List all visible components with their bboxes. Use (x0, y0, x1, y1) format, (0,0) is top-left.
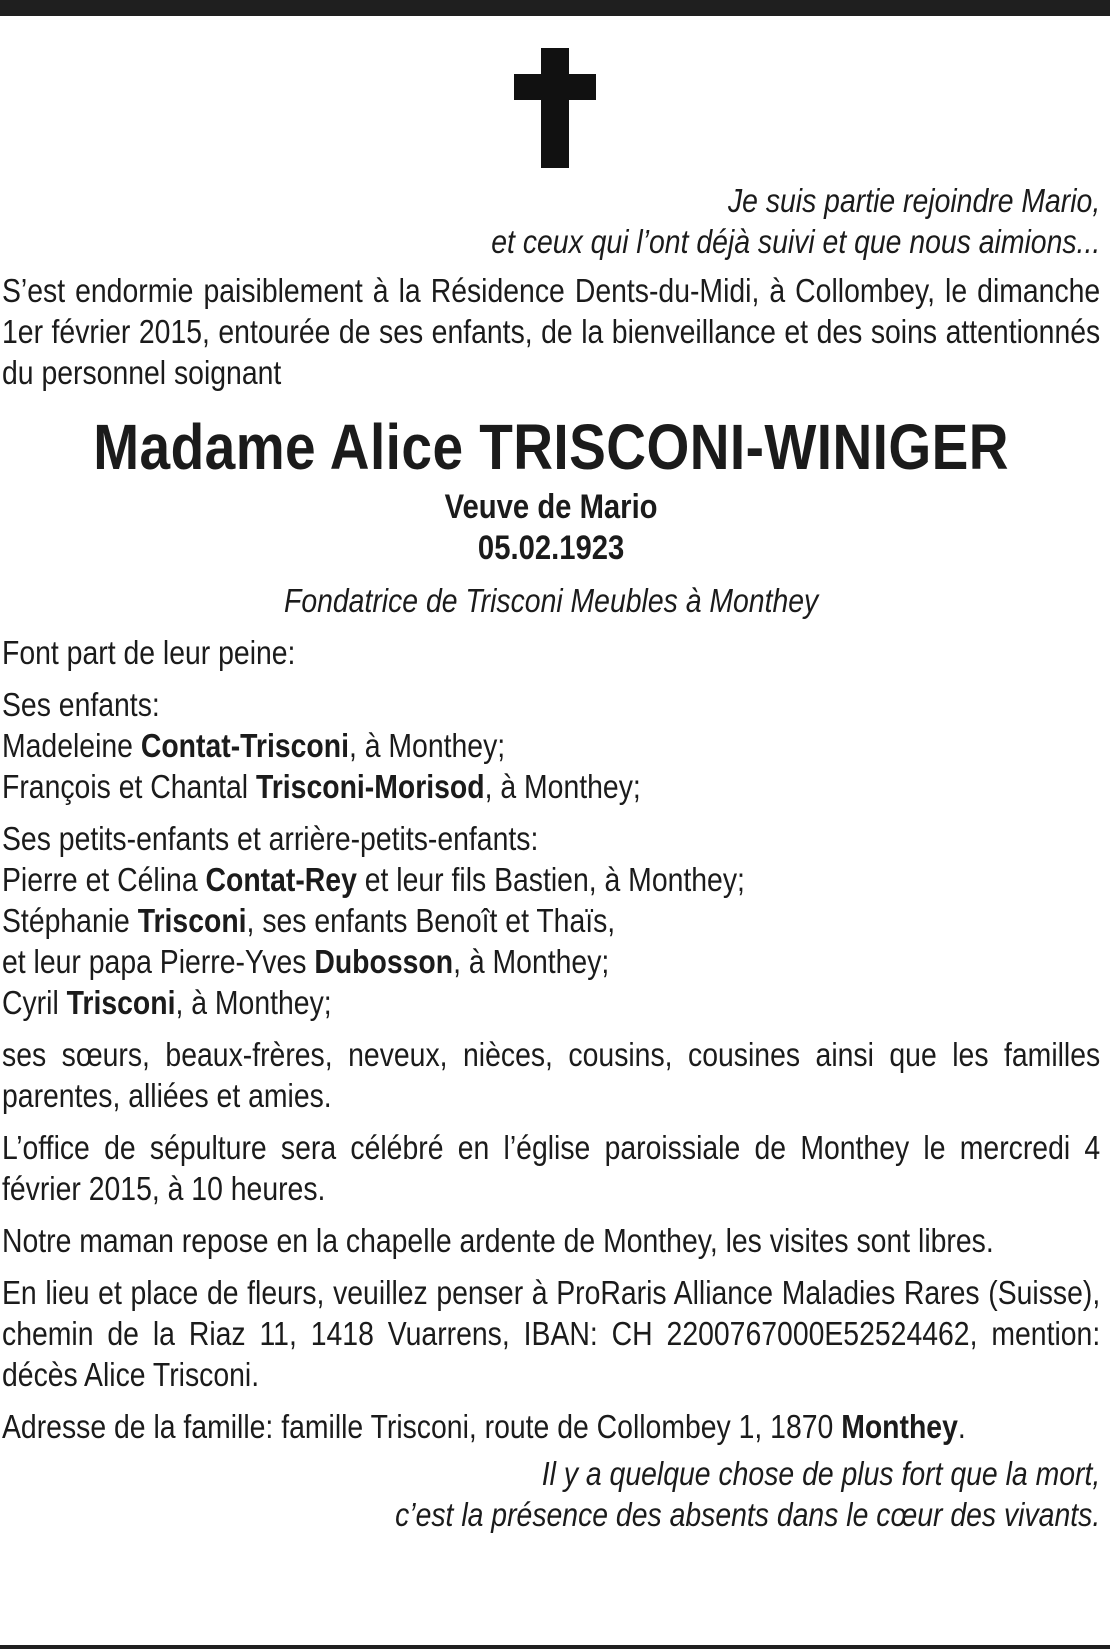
opening-quote (2, 180, 1100, 262)
list-item: et leur papa Pierre-Yves Dubosson, à Monthey; (2, 943, 610, 980)
rest-paragraph: Notre maman repose en la chapelle ardente de Monthey, les visites sont libres. (2, 1222, 994, 1259)
deceased-birth-date: 05.02.1923 (477, 529, 625, 567)
family-name: Dubosson (314, 943, 454, 980)
address-city: Monthey (841, 1408, 958, 1445)
opening-quote-line: Je suis partie rejoindre Mario, (727, 182, 1101, 219)
children-heading: Ses enfants: (2, 686, 160, 723)
donation-paragraph: En lieu et place de fleurs, veuillez penser à ProRaris Alliance Maladies Rares (Suisse), chemin de la Riaz 11, 1418 Vuarrens, IBAN: CH 2200767000E52524462, mention: décès Alice Trisconi. (2, 1274, 1101, 1393)
closing-quote (2, 1453, 1100, 1535)
closing-quote-line: Il y a quelque chose de plus fort que la mort, (541, 1455, 1101, 1492)
children-section (2, 684, 1100, 807)
announce-line: Font part de leur peine: (2, 634, 296, 671)
closing-quote-line: c’est la présence des absents dans le cœur des vivants. (395, 1496, 1101, 1533)
family-name: Trisconi (137, 902, 247, 939)
family-name: Contat-Rey (205, 861, 357, 898)
family-name: Trisconi (66, 984, 176, 1021)
relatives-paragraph: ses sœurs, beaux-frères, neveux, nièces, cousins, cousines ainsi que les familles parentes, alliées et amies. (2, 1036, 1101, 1114)
family-name: Trisconi-Morisod (255, 768, 485, 805)
top-rule (0, 0, 1110, 16)
list-item: François et Chantal Trisconi-Morisod, à Monthey; (2, 768, 641, 805)
grandchildren-heading: Ses petits-enfants et arrière-petits-enfants: (2, 820, 539, 857)
deceased-status: Veuve de Mario (444, 488, 658, 526)
grandchildren-section (2, 818, 1100, 1023)
bottom-rule (0, 1645, 1110, 1649)
deceased-role: Fondatrice de Trisconi Meubles à Monthey (283, 582, 819, 619)
list-item: Cyril Trisconi, à Monthey; (2, 984, 332, 1021)
family-name: Contat-Trisconi (140, 727, 349, 764)
list-item: Pierre et Célina Contat-Rey et leur fils Bastien, à Monthey; (2, 861, 745, 898)
opening-quote-line: et ceux qui l’ont déjà suivi et que nous aimions... (491, 223, 1101, 260)
service-paragraph: L’office de sépulture sera célébré en l’église paroissiale de Monthey le mercredi 4 février 2015, à 10 heures. (2, 1129, 1101, 1207)
family-address: Adresse de la famille: famille Trisconi, route de Collombey 1, 1870 Monthey. (2, 1408, 966, 1445)
deceased-name: Madame Alice TRISCONI-WINIGER (93, 411, 1009, 483)
list-item: Stéphanie Trisconi, ses enfants Benoît et Thaïs, (2, 902, 616, 939)
intro-paragraph: S’est endormie paisiblement à la Résidence Dents-du-Midi, à Collombey, le dimanche 1er février 2015, entourée de ses enfants, de la bienveillance et des soins attentionnés du personnel soignant (2, 272, 1101, 391)
list-item: Madeleine Contat-Trisconi, à Monthey; (2, 727, 506, 764)
cross-icon (514, 48, 596, 168)
obituary-body (2, 180, 1100, 1535)
